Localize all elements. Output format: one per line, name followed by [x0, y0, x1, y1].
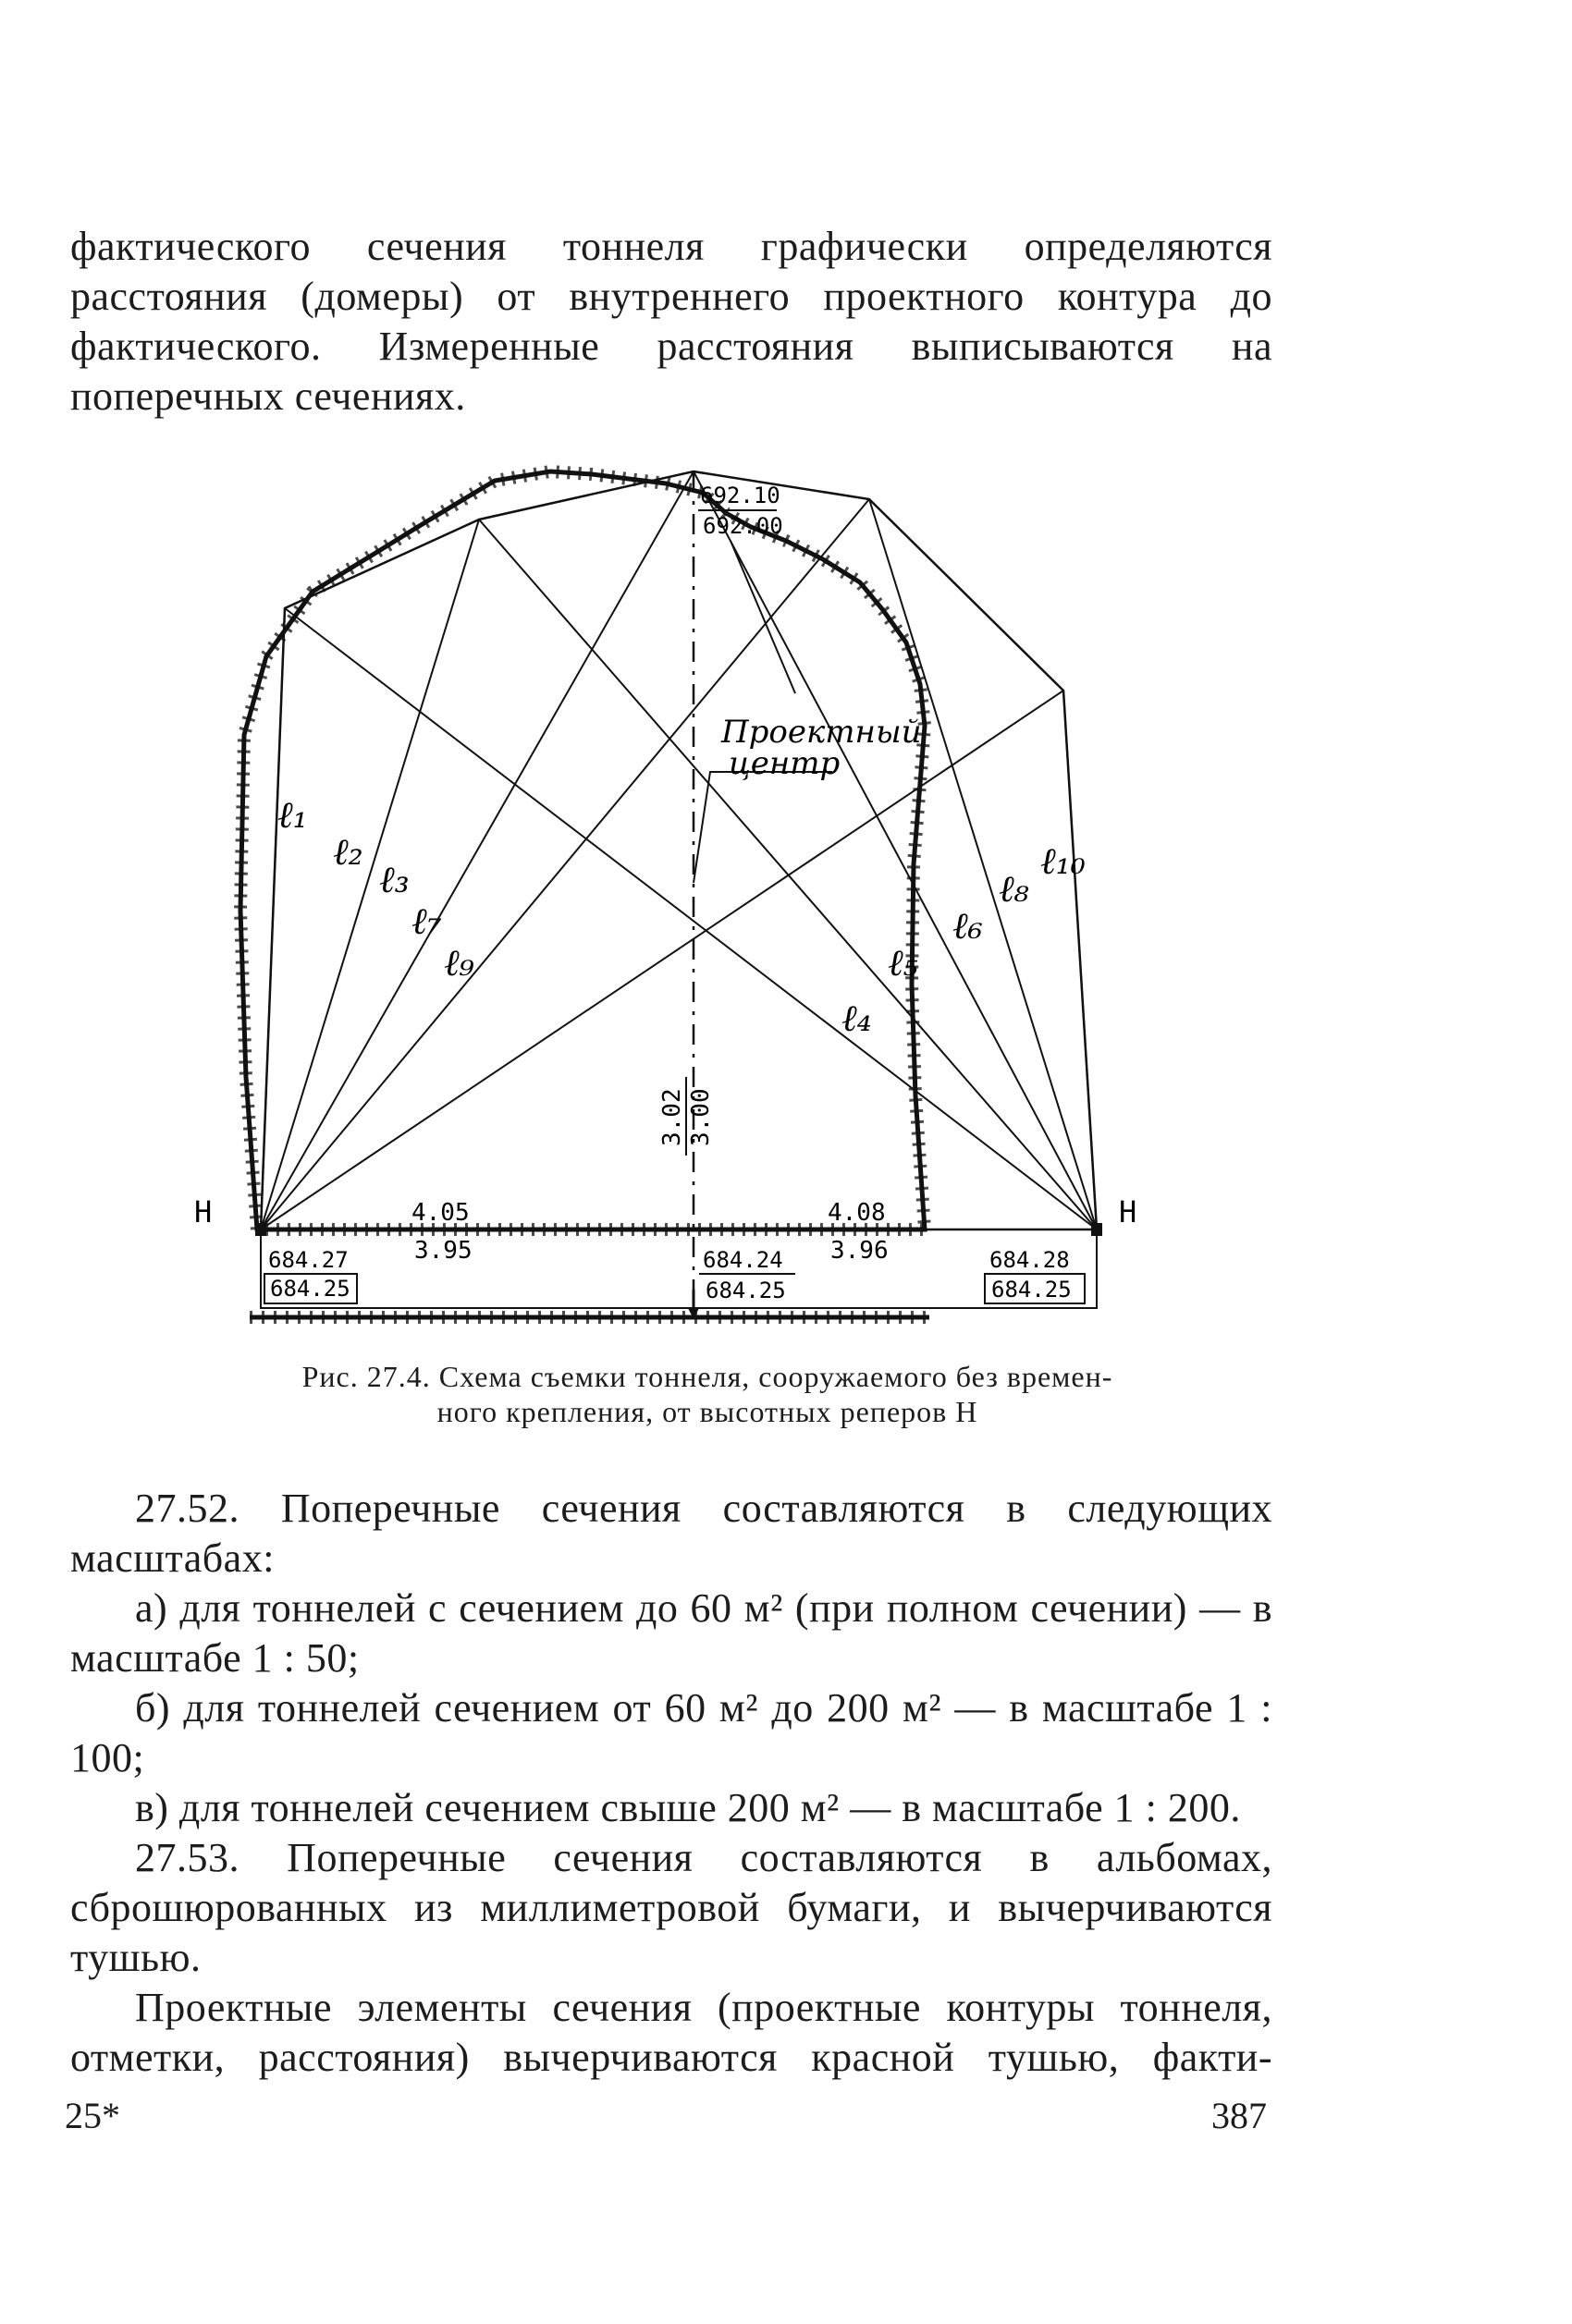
- paragraph-scale-a: а) для тоннелей с сечением до 60 м² (при полном сечении) — в масштабе 1 : 50;: [70, 1585, 1272, 1681]
- center-leader-line: [694, 772, 832, 883]
- top-text-block: [70, 222, 1272, 422]
- right-width-bottom: 3.96: [830, 1237, 889, 1265]
- right-elev-top: 684.28: [989, 1247, 1070, 1273]
- ray-l9: [261, 691, 1063, 1229]
- right-width-top: 4.08: [828, 1199, 886, 1227]
- benchmark-left-mark: [255, 1223, 266, 1236]
- page-number: 387: [1211, 2095, 1267, 2136]
- caption-line1: Рис. 27.4. Схема съемки тоннеля, сооружаемого без времен-: [301, 1360, 1113, 1393]
- left-width-bottom: 3.95: [414, 1237, 473, 1265]
- top-elev-top: 692.10: [700, 483, 780, 508]
- benchmark-right-mark: [1091, 1223, 1102, 1236]
- benchmark-right: Н: [1119, 1194, 1137, 1229]
- label-l7: ℓ₇: [411, 900, 442, 943]
- paragraph-scale-c: в) для тоннелей сечением свыше 200 м² — в масштабе 1 : 200.: [135, 1785, 1241, 1830]
- signature-mark: 25*: [65, 2095, 120, 2136]
- right-elev-bottom: 684.25: [991, 1277, 1072, 1303]
- left-elev-bottom: 684.25: [270, 1276, 350, 1302]
- label-l6: ℓ₆: [952, 905, 983, 948]
- line-labels: [277, 794, 1086, 1040]
- main-text-block: [70, 1484, 1272, 2083]
- actual-contour: [240, 471, 929, 1317]
- label-l2: ℓ₂: [333, 831, 363, 874]
- label-l9: ℓ₉: [444, 942, 474, 985]
- ray-l3: [261, 520, 479, 1229]
- ray-l1: [261, 608, 285, 1229]
- label-l3: ℓ₃: [379, 859, 410, 901]
- design-lower-contour: [261, 1229, 1097, 1308]
- left-elev-top: 684.27: [268, 1247, 349, 1273]
- tunnel-survey-figure: [185, 430, 1211, 1345]
- paragraph-design-elements: Проектные элементы сечения (проектные контуры тоннеля, отметки, расстояния) вычерчиваются красной тушью, факти-: [70, 1985, 1272, 2080]
- center-label-line2: центр: [729, 745, 841, 782]
- label-l1: ℓ₁: [277, 794, 308, 837]
- tunnel-cross-section-diagram: [185, 430, 1211, 1345]
- center-elev-bottom: 684.25: [706, 1278, 786, 1303]
- label-l4: ℓ₄: [841, 997, 872, 1040]
- label-l8: ℓ₈: [999, 868, 1029, 911]
- center-label-line1: Проектный: [721, 714, 922, 751]
- paragraph-27-53: 27.53. Поперечные сечения составляются в альбомах, сброшюрованных из миллиметровой бумаги, и вычерчиваются тушью.: [70, 1835, 1272, 1980]
- paragraph-intro: фактического сечения тоннеля графически определяются расстояния (домеры) от внутреннего проектного контура до фактического. Измеренные расстояния выписываются на поперечных сечениях.: [70, 224, 1272, 419]
- figure-caption: [199, 1359, 1216, 1429]
- ray-l10: [1063, 691, 1097, 1229]
- paragraph-scale-b: б) для тоннелей сечением от 60 м² до 200 м² — в масштабе 1 : 100;: [70, 1685, 1272, 1780]
- label-l10: ℓ₁₀: [1040, 840, 1086, 883]
- top-elev-leader: [731, 541, 795, 693]
- paragraph-27-52: 27.52. Поперечные сечения составляются в следующих масштабах:: [70, 1486, 1272, 1581]
- left-width-top: 4.05: [411, 1199, 470, 1227]
- label-l5: ℓ₅: [888, 942, 918, 985]
- design-center-leader: [694, 541, 832, 883]
- height-bottom: 3.00: [687, 1088, 715, 1146]
- top-elev-bottom: 692.00: [703, 513, 783, 539]
- center-elev-top: 684.24: [703, 1247, 783, 1273]
- benchmark-left: Н: [194, 1194, 213, 1229]
- height-top: 3.02: [658, 1088, 686, 1146]
- caption-line2: ного крепления, от высотных реперов Н: [436, 1395, 978, 1428]
